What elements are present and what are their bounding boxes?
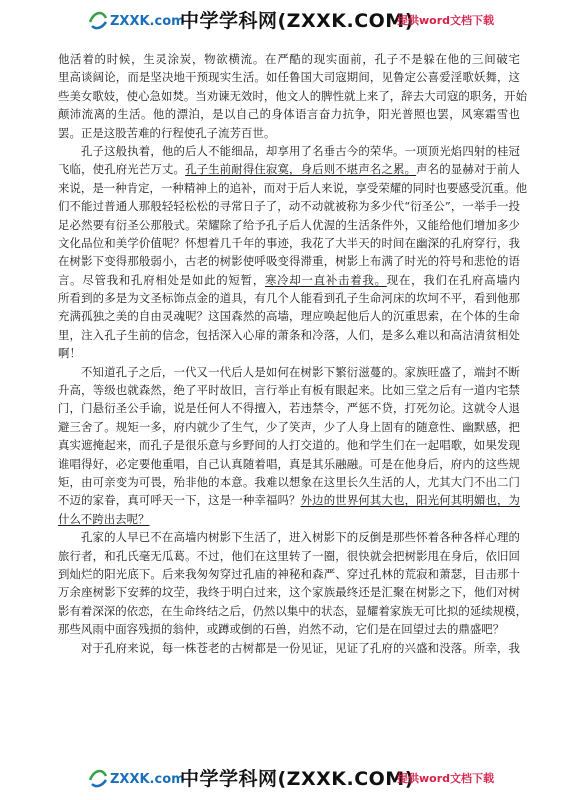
underlined-text: 孔子生前耐得住寂寞，身后则不堪声名之累。 xyxy=(185,162,417,177)
line-text: 颠沛流离的生活。他的漂泊，是以自己的身体语言奋力抗争，阳光普照也罢，风寒霜雪也 xyxy=(58,107,520,122)
line-text: 里高谈阔论，而是坚决地干预现实生活。如任鲁国大司寇期间，见鲁定公喜爱淫歌妖舞，这 xyxy=(58,70,520,85)
text-line xyxy=(58,418,520,436)
text-line xyxy=(58,326,520,344)
line-text: 升高，等级也就森然，绝了平时故旧，言行举止有板有眼起来。比如三堂之后有一道内宅禁 xyxy=(58,383,520,398)
text-line xyxy=(58,436,520,454)
text-line xyxy=(58,87,528,105)
header-logo-text: ZXXK.com xyxy=(110,14,185,29)
text-line xyxy=(58,124,520,142)
text-line xyxy=(58,252,520,270)
line-text: 啊！ xyxy=(58,346,81,361)
line-text: 不知道孔子之后，一代又一代后人是如何在树影下繁衍滋蔓的。家族旺盛了，端封不断 xyxy=(81,364,520,379)
text-line xyxy=(58,216,520,234)
header-site-title: 中学学科网(ZXXK.COM) xyxy=(180,10,414,32)
line-text: 孔子这般执着，他的后人不能细品，却享用了名垂古今的荣华。一项顶光焰四射的桂冠 xyxy=(81,143,520,158)
line-text: 对于孔府来说，每一株苍老的古树都是一份见证，见证了孔府的兴盛和没落。所幸，我 xyxy=(81,640,520,655)
line-text: 门，门悬衍圣公手谕，说是任何人不得擅入，若违禁令，严惩不贷，打死勿论。这就令人退 xyxy=(58,401,520,416)
line-text: 们不能过普通人那般轻轻松松的寻常日子了，动不动就被称为多少代“衍圣公”，一举手一投 xyxy=(58,199,520,214)
line-text: 万余座树影下安葬的坟茔，我终于明白过来，这个家族最终还是汇聚在树影之下，他们对树 xyxy=(58,585,520,600)
line-text: 谁唱得好，必定要他重唱，自己认真随着唱，真是其乐融融。可是在他身后，府内的这些规 xyxy=(58,456,520,471)
line-text: 那些风雨中面容残损的翁仲，或蹲或倒的石兽，岿然不动，它们是在回望过去的鼎盛吧？ xyxy=(58,622,505,637)
line-text: 矩，由可亲变为可畏，殆非他的本意。我难以想象在这里长久生活的人，尤其大门不出二门 xyxy=(58,474,520,489)
zxxk-logo-icon xyxy=(88,8,185,32)
line-text: 文化品位和美学价值呢？怀想着几千年的事迹，我花了大半天的时间在幽深的孔府穿行，我 xyxy=(58,235,520,250)
footer-download-note[interactable]: 提供word文档下载 xyxy=(397,772,495,785)
line-text: 到灿烂的阳光底下。后来我匆匆穿过孔庙的神秘和森严、穿过孔林的荒寂和萧瑟，目击那十 xyxy=(58,566,520,581)
line-text: 飞临，使孔府光芒万丈。 xyxy=(58,162,186,177)
line-text: 不迈的家眷，真可呼天一下，这是一种幸福吗？ xyxy=(58,493,301,508)
text-line xyxy=(58,363,520,381)
text-line xyxy=(58,491,520,509)
text-line xyxy=(58,510,520,528)
text-line xyxy=(58,307,520,325)
line-text: 避三舍了。规矩一多，府内就少了生气，少了笑声，少了人身上固有的随意性、幽默感，把 xyxy=(58,419,520,434)
text-line xyxy=(58,344,520,362)
line-text: 言。尽管我和孔府相处是如此的短暂， xyxy=(58,272,265,287)
line-text: 旅行者，和孔氏毫无瓜葛。不过，他们在这里转了一圈，很快就会把树影甩在身后，依旧回 xyxy=(58,548,520,563)
text-line xyxy=(58,620,520,638)
line-text: 影有着深深的依恋，在生命终结之后，仍然以集中的状态，显耀着家族无可比拟的延续规模， xyxy=(58,603,528,618)
line-text: 在树影下变得那般弱小，古老的树影使呼吸变得滞重，树影上布满了时光的符号和悲怆的语 xyxy=(58,254,520,269)
line-text: 所看到的多是为文圣标饰点金的道具，有几个人能看到孔子生命河床的坎坷不平，看到他那 xyxy=(58,291,520,306)
text-line xyxy=(58,160,520,178)
text-line xyxy=(58,399,520,417)
line-text: 里，注入孔子生前的信念，包括深入心扉的萧条和冷落，人们，是多么难以和高洁清贫相处 xyxy=(58,327,520,342)
text-line xyxy=(58,565,520,583)
zxxk-logo-icon xyxy=(88,766,185,790)
article-body xyxy=(58,50,528,657)
text-line xyxy=(58,197,520,215)
line-text: 足必然要有衍圣公那般式。荣耀除了给予孔子后人优渥的生活条件外，又能给他们增加多少 xyxy=(58,217,520,232)
underlined-text: 寒冷却一直补击着我。 xyxy=(265,272,387,287)
text-line xyxy=(58,473,520,491)
text-line xyxy=(58,602,528,620)
text-line xyxy=(58,455,520,473)
header-banner xyxy=(0,2,570,36)
footer-logo-text: ZXXK.com xyxy=(110,772,185,787)
text-line xyxy=(58,583,520,601)
text-line xyxy=(58,289,520,307)
line-text-after: 现在，我们在孔府高墙内 xyxy=(386,272,520,287)
text-line xyxy=(58,271,520,289)
line-text: 些美女歌妓，使心急如焚。当劝谏无效时，他文人的脾性就上来了，辞去大司寇的职务，开始 xyxy=(58,88,528,103)
text-line xyxy=(58,142,520,160)
footer-banner xyxy=(0,760,570,794)
underlined-text: 外边的世界何其大也，阳光何其明媚也，为 xyxy=(300,493,520,508)
text-line xyxy=(58,381,520,399)
line-text: 来说，是一种肯定，一种精神上的追补，而对于后人来说，享受荣耀的同时也要感受沉重。他 xyxy=(58,180,528,195)
line-text: 他活着的时候，生灵涂炭，物欲横流。在严酷的现实面前，孔子不是躲在他的三间破宅 xyxy=(58,52,520,66)
text-line xyxy=(58,68,520,86)
underlined-text: 什么不跨出去呢？ xyxy=(58,511,150,526)
line-text-after: 声名的显赫对于前人 xyxy=(416,162,520,177)
text-line xyxy=(58,179,528,197)
text-line xyxy=(58,50,520,68)
text-line xyxy=(58,528,520,546)
text-line xyxy=(58,639,520,657)
footer-site-title: 中学学科网(ZXXK.COM) xyxy=(180,768,414,790)
line-text: 罢。正是这股苦难的行程使孔子流芳百世。 xyxy=(58,125,276,140)
line-text: 孔家的人早已不在高墙内树影下生活了，进入树影下的反倒是那些怀着各种各样心理的 xyxy=(81,530,520,545)
line-text: 真实遮掩起来，而孔子是很乐意与乡野间的人打交道的。他和学生们在一起唱歌，如果发现 xyxy=(58,438,520,453)
header-download-note[interactable]: 提供word文档下载 xyxy=(397,14,495,27)
text-line xyxy=(58,547,520,565)
text-line xyxy=(58,234,520,252)
line-text: 充满孤独之美的自由灵魂呢？这国森然的高墙，理应唤起他后人的沉重思索，在个体的生命 xyxy=(58,309,520,324)
text-line xyxy=(58,105,520,123)
